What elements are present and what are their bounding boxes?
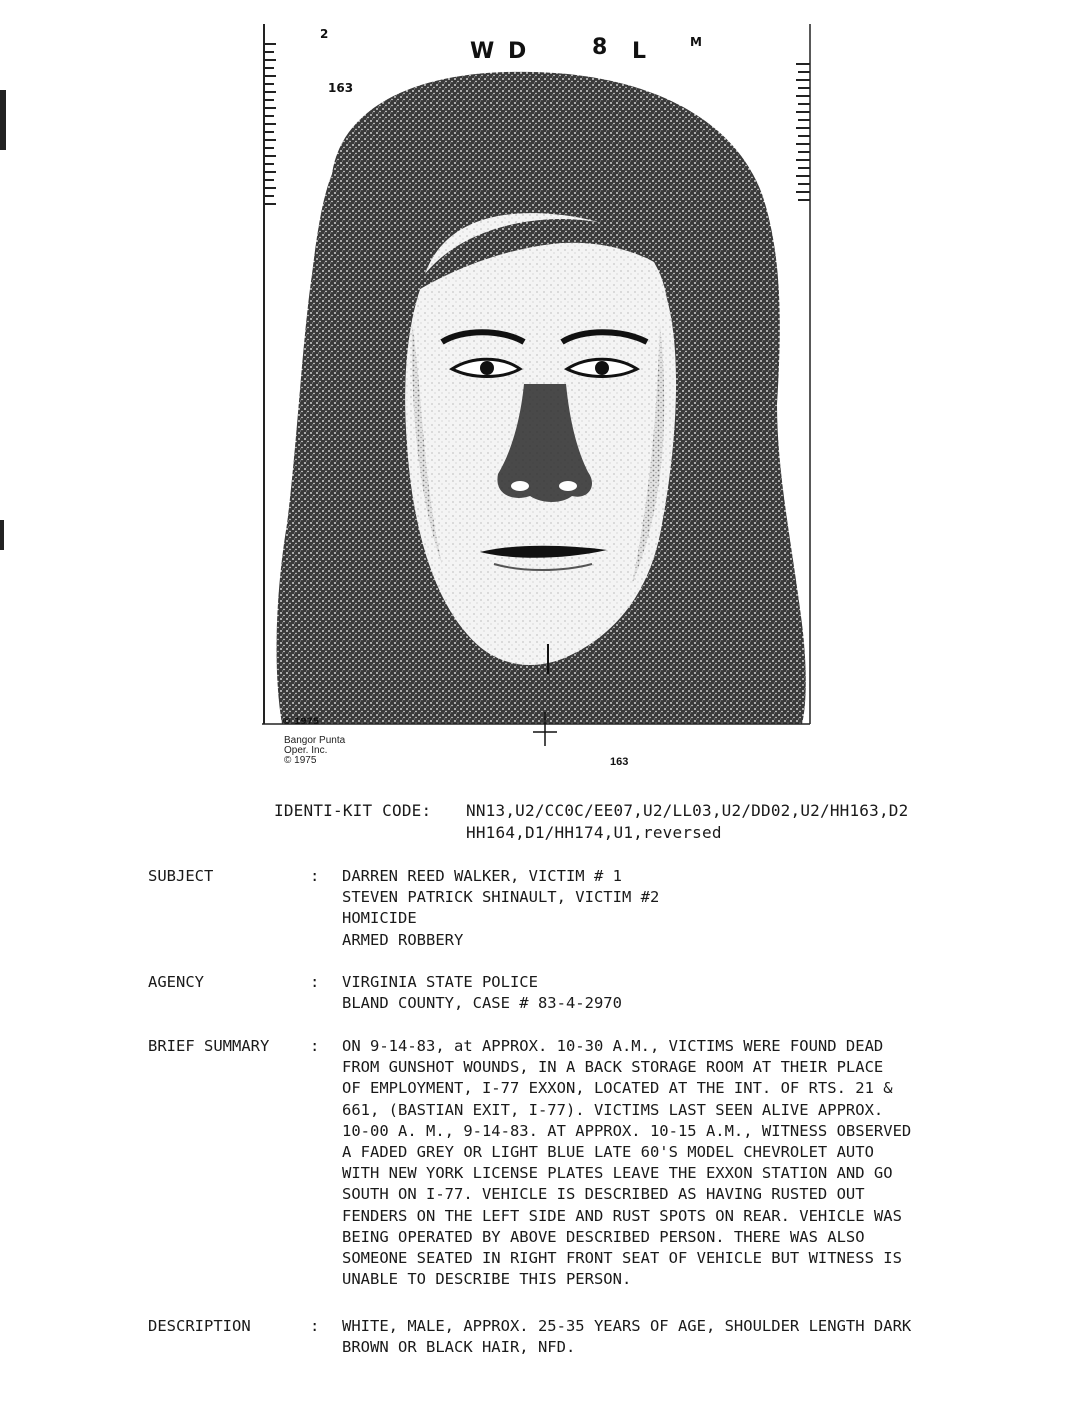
top-left-number: 163 <box>328 81 354 95</box>
value-line: DARREN REED WALKER, VICTIM # 1 <box>342 867 622 885</box>
top-mark: M <box>690 35 702 49</box>
right-ruler <box>796 64 810 200</box>
top-mark: W <box>470 39 495 64</box>
identikit-code <box>274 800 909 842</box>
value-line: 10-00 A. M., 9-14-83. AT APPROX. 10-15 A.M., WITNESS OBSERVED <box>342 1121 912 1140</box>
field-label: BRIEF SUMMARY <box>148 1037 270 1055</box>
value-line: FROM GUNSHOT WOUNDS, IN A BACK STORAGE ROOM AT THEIR PLACE <box>342 1058 884 1077</box>
value-line: BROWN OR BLACK HAIR, NFD. <box>342 1338 576 1357</box>
value-line: STEVEN PATRICK SHINAULT, VICTIM #2 <box>342 888 660 907</box>
value-line: SOUTH ON I-77. VEHICLE IS DESCRIBED AS HAVING RUSTED OUT <box>342 1185 865 1204</box>
sketch-image <box>262 24 818 780</box>
identikit-line: HH164,D1/HH174,U1,reversed <box>466 823 722 842</box>
value-line: UNABLE TO DESCRIBE THIS PERSON. <box>342 1270 632 1289</box>
field-label: DESCRIPTION <box>148 1317 251 1335</box>
top-mark: D <box>508 39 527 64</box>
small-copyright: © 1975 <box>282 717 320 727</box>
identikit-sketch <box>262 24 818 780</box>
value-line: A FADED GREY OR LIGHT BLUE LATE 60'S MODEL CHEVROLET AUTO <box>342 1143 874 1162</box>
value-line: WITH NEW YORK LICENSE PLATES LEAVE THE EXXON STATION AND GO <box>342 1164 893 1183</box>
left-ruler <box>264 44 276 204</box>
identikit-label: IDENTI-KIT CODE: <box>274 801 432 820</box>
credit-line: © 1975 <box>284 755 317 766</box>
value-line: VIRGINIA STATE POLICE <box>342 973 538 991</box>
identikit-line: NN13,U2/CC0C/EE07,U2/LL03,U2/DD02,U2/HH163,D2 <box>466 801 909 820</box>
value-line: FENDERS ON THE LEFT SIDE AND RUST SPOTS ON REAR. VEHICLE WAS <box>342 1206 902 1225</box>
value-line: SOMEONE SEATED IN RIGHT FRONT SEAT OF VEHICLE BUT WITNESS IS <box>342 1249 902 1268</box>
credit-line: Oper. Inc. <box>284 745 328 756</box>
top-mark: 2 <box>320 27 329 41</box>
value-line: HOMICIDE <box>342 909 417 928</box>
value-line: ON 9-14-83, at APPROX. 10-30 A.M., VICTIMS WERE FOUND DEAD <box>342 1037 884 1055</box>
identikit-values <box>466 800 986 844</box>
field-label: SUBJECT <box>148 867 214 885</box>
value-line: BLAND COUNTY, CASE # 83-4-2970 <box>342 994 622 1013</box>
left-edge-mark <box>0 520 4 550</box>
left-edge-mark <box>0 90 6 150</box>
value-line: BEING OPERATED BY ABOVE DESCRIBED PERSON. THERE WAS ALSO <box>342 1227 865 1246</box>
field-colon: : <box>310 867 320 885</box>
top-mark: 8 <box>592 35 608 60</box>
field-value <box>342 1036 1032 1290</box>
value-line: ARMED ROBBERY <box>342 930 464 949</box>
field-colon: : <box>310 973 320 991</box>
field-colon: : <box>310 1317 320 1335</box>
field-value <box>342 972 1032 1014</box>
bottom-number: 163 <box>610 756 629 768</box>
value-line: OF EMPLOYMENT, I-77 EXXON, LOCATED AT THE INT. OF RTS. 21 & <box>342 1079 893 1098</box>
copyright-credit <box>284 736 345 766</box>
field-value <box>342 866 1032 951</box>
credit-line: Bangor Punta <box>284 735 346 746</box>
field-label: AGENCY <box>148 973 204 991</box>
value-line: WHITE, MALE, APPROX. 25-35 YEARS OF AGE, SHOULDER LENGTH DARK <box>342 1317 912 1335</box>
field-colon: : <box>310 1037 320 1055</box>
field-value <box>342 1316 1032 1358</box>
top-mark: L <box>632 39 647 64</box>
value-line: 661, (BASTIAN EXIT, I-77). VICTIMS LAST SEEN ALIVE APPROX. <box>342 1100 884 1119</box>
